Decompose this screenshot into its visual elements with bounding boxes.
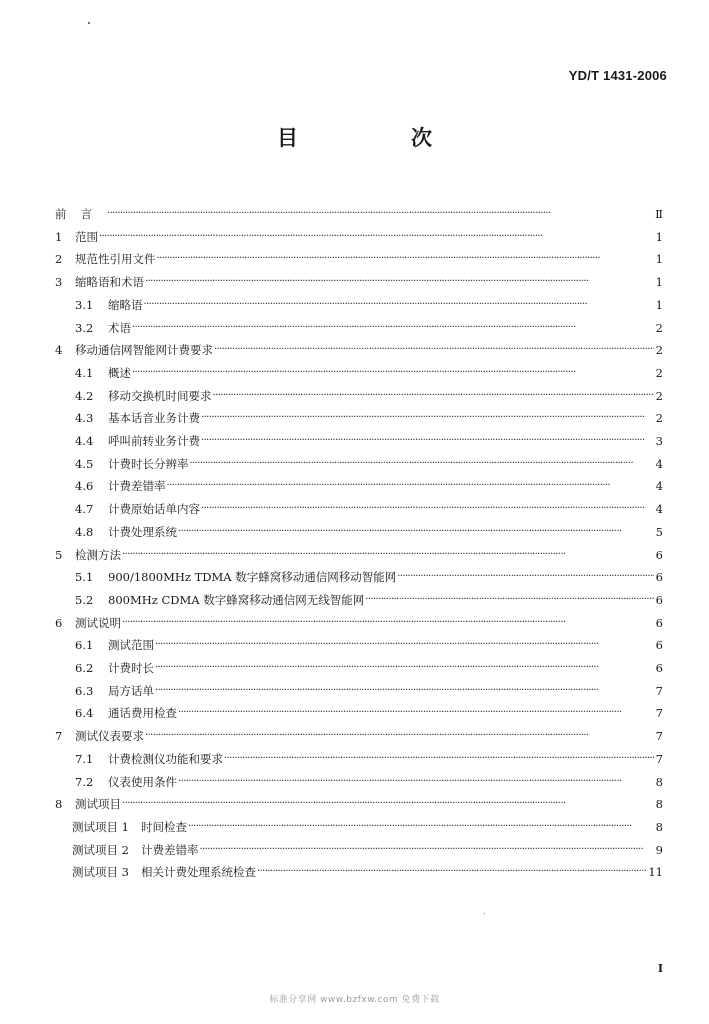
toc-entry-number: 4.8 (75, 524, 94, 539)
toc-entry-number: 3.2 (75, 320, 94, 335)
toc-entry-number: 6.2 (75, 661, 94, 675)
toc-leader-dots (178, 522, 654, 542)
toc-entry (0, 681, 663, 701)
toc-entry-title: 时间检查 (140, 819, 187, 834)
toc-leader-dots (145, 272, 654, 292)
toc-entry-title: 计费检测仪功能和要求 (108, 751, 223, 766)
toc-leader-dots (190, 454, 655, 474)
toc-entry-page: 6 (655, 638, 663, 653)
toc-entry-number: 2 (55, 252, 63, 267)
toc-entry-title: 局方话单 (108, 683, 154, 698)
toc-entry-page: 8 (655, 774, 663, 789)
toc-leader-dots (145, 726, 654, 746)
toc-entry (0, 227, 663, 247)
toc-entry-number: 5.2 (75, 592, 94, 607)
toc-entry-page: 7 (655, 683, 663, 698)
toc-entry-title: 范围 (75, 229, 98, 244)
toc-entry (0, 408, 663, 428)
toc-entry-title: 通话费用检查 (108, 706, 177, 721)
toc-entry-title: 基本话音业务计费 (108, 411, 200, 426)
toc-entry-title: 测试仪表要求 (75, 729, 144, 744)
scan-speck (484, 913, 485, 914)
toc-entry-page: 1 (655, 275, 663, 290)
toc-entry-number: 4.1 (75, 365, 94, 380)
toc-entry-number: 4 (55, 343, 63, 358)
toc-entry-number: 6 (55, 615, 63, 630)
page-number: I (657, 962, 663, 975)
toc-entry-page: 2 (655, 343, 663, 358)
toc-entry-page: 6 (655, 661, 663, 675)
toc-entry-title: 计费差错率 (140, 842, 199, 857)
toc-entry-number: 7.2 (75, 774, 94, 789)
watermark: 标准分享网 www.bzfxw.com 免费下载 (269, 995, 440, 1005)
toc-leader-dots (397, 567, 654, 587)
toc-entry-number: 8 (55, 797, 63, 812)
toc-entry-page: 2 (655, 388, 663, 403)
toc-entry-number: 4.2 (75, 388, 94, 403)
toc-entry (0, 522, 663, 542)
toc-entry-number: 4.4 (75, 434, 94, 448)
toc-entry-page: 6 (655, 615, 663, 630)
toc-entry (0, 545, 663, 565)
toc-entry-number: 7.1 (75, 751, 94, 766)
toc-entry-page: 7 (655, 729, 663, 744)
toc-entry-title: 计费差错率 (108, 479, 166, 494)
toc-entry-title: 计费原始话单内容 (108, 502, 200, 517)
toc-entry-page: 2 (655, 320, 663, 335)
toc-entry-title: 缩略语和术语 (75, 275, 144, 290)
toc-entry-title: 测试范围 (108, 638, 154, 653)
toc-entry-page: 11 (648, 865, 663, 880)
toc-entry-page: 8 (655, 797, 663, 812)
toc-leader-dots (122, 613, 654, 633)
toc-entry (0, 613, 663, 633)
toc-title: 目 次 (277, 125, 478, 150)
toc-entry (0, 840, 663, 860)
toc-entry-number: 1 (55, 229, 63, 244)
toc-leader-dots (132, 318, 654, 338)
toc-leader-dots (122, 545, 654, 565)
toc-entry-title: 计费时长分辨率 (108, 456, 189, 471)
toc-leader-dots (199, 840, 654, 860)
toc-leader-dots (155, 681, 654, 701)
toc-entry-number: 6.3 (75, 683, 94, 698)
toc-entry (0, 590, 663, 610)
toc-entry-title: 900/1800MHz TDMA 数字蜂窝移动通信网移动智能网 (108, 570, 397, 585)
toc-leader-dots (157, 249, 655, 269)
toc-leader-dots (201, 499, 654, 519)
toc-leader-dots (201, 431, 654, 451)
toc-entry (0, 431, 663, 451)
toc-entry (0, 772, 663, 792)
toc-entry-page: 8 (655, 819, 663, 834)
toc-entry-page: 2 (655, 411, 663, 426)
toc-entry-page: 7 (655, 751, 663, 766)
toc-entry-page: 1 (655, 297, 663, 312)
toc-leader-dots (132, 363, 654, 383)
toc-entry-page: 1 (655, 252, 663, 267)
toc-leader-dots (122, 794, 654, 814)
toc-leader-dots (188, 817, 654, 837)
toc-entry-number: 测试项目 2 (72, 842, 129, 857)
toc-leader-dots (107, 204, 654, 224)
toc-entry-title: 测试项目 (75, 797, 121, 812)
toc-entry (0, 749, 663, 769)
toc-entry (0, 794, 663, 814)
toc-entry-number: 测试项目 3 (72, 865, 129, 880)
toc-entry (0, 658, 663, 678)
toc-entry-title: 前言 (55, 207, 106, 221)
toc-entry-number: 4.5 (75, 456, 94, 471)
toc-entry (0, 340, 663, 360)
toc-entry-number: 3 (55, 275, 63, 290)
toc-leader-dots (201, 408, 654, 428)
toc-entry (0, 386, 663, 406)
toc-entry-title: 移动交换机时间要求 (108, 388, 212, 403)
toc-entry-title: 仪表使用条件 (108, 774, 177, 789)
toc-entry-page: 2 (655, 365, 663, 380)
toc-entry (0, 249, 663, 269)
toc-entry-page: 9 (655, 842, 663, 857)
standard-number: YD/T 1431-2006 (568, 68, 667, 83)
toc-entry-page: 7 (655, 706, 663, 721)
scan-speck (88, 22, 90, 24)
toc-entry (0, 862, 663, 882)
toc-entry (0, 318, 663, 338)
toc-leader-dots (155, 658, 654, 678)
toc-entry (0, 499, 663, 519)
toc-leader-dots (213, 386, 655, 406)
toc-entry-number: 5 (55, 547, 63, 562)
toc-entry-page: 5 (655, 524, 663, 539)
toc-entry-page: 4 (655, 502, 663, 517)
toc-entry-page: 6 (655, 570, 663, 585)
toc-entry-number: 4.3 (75, 411, 94, 426)
toc-entry-title: 呼叫前转业务计费 (108, 434, 200, 448)
toc-entry (0, 567, 663, 587)
toc-entry (0, 454, 663, 474)
toc-leader-dots (144, 295, 655, 315)
toc-entry (0, 204, 663, 224)
toc-entry (0, 272, 663, 292)
toc-entry (0, 635, 663, 655)
toc-entry-title: 相关计费处理系统检查 (140, 865, 256, 880)
toc-leader-dots (178, 703, 654, 723)
toc-entry-title: 800MHz CDMA 数字蜂窝移动通信网无线智能网 (108, 592, 365, 607)
toc-entry-number: 3.1 (75, 297, 94, 312)
toc-leader-dots (214, 340, 654, 360)
toc-entry-number: 7 (55, 729, 63, 744)
toc-entry-title: 测试说明 (75, 615, 121, 630)
toc-leader-dots (167, 476, 655, 496)
toc-entry-page: 6 (655, 592, 663, 607)
toc-entry-number: 4.6 (75, 479, 94, 494)
toc-entry-number: 6.1 (75, 638, 94, 653)
toc-leader-dots (99, 227, 654, 247)
toc-entry-title: 计费时长 (108, 661, 154, 675)
toc-leader-dots (178, 772, 654, 792)
toc-entry-title: 概述 (108, 365, 131, 380)
toc-entry (0, 363, 663, 383)
toc-entry-title: 缩略语 (108, 297, 143, 312)
toc-entry-page: Ⅱ (655, 207, 663, 221)
toc-entry-title: 计费处理系统 (108, 524, 177, 539)
toc-entry (0, 295, 663, 315)
toc-entry-title: 检测方法 (75, 547, 121, 562)
toc-entry-title: 规范性引用文件 (75, 252, 156, 267)
toc-entry-page: 4 (655, 479, 663, 494)
toc-entry-title: 移动通信网智能网计费要求 (75, 343, 213, 358)
toc-entry-number: 5.1 (75, 570, 94, 585)
toc-leader-dots (224, 749, 654, 769)
toc-entry-number: 4.7 (75, 502, 94, 517)
toc-entry-page: 4 (655, 456, 663, 471)
toc-entry-number: 6.4 (75, 706, 94, 721)
toc-entry (0, 703, 663, 723)
toc-entry-page: 1 (655, 229, 663, 244)
toc-entry (0, 476, 663, 496)
toc-entry-number: 测试项目 1 (72, 819, 129, 834)
toc-entry (0, 726, 663, 746)
toc-entry-title: 术语 (108, 320, 131, 335)
toc-entry (0, 817, 663, 837)
toc-leader-dots (155, 635, 654, 655)
toc-entry-page: 6 (655, 547, 663, 562)
toc-leader-dots (257, 862, 647, 882)
toc-entry-page: 3 (655, 434, 663, 448)
toc-leader-dots (365, 590, 654, 610)
